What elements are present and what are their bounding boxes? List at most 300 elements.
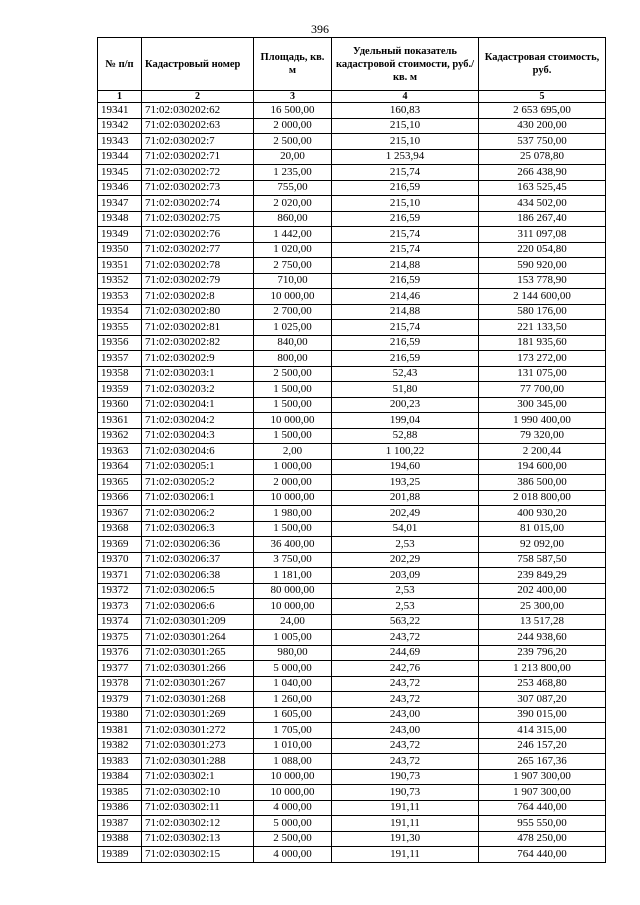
specific-indicator-cell: 190,73 bbox=[332, 785, 479, 801]
cadastral-number-cell: 71:02:030301:288 bbox=[142, 754, 254, 770]
cadastral-value-cell: 81 015,00 bbox=[479, 521, 606, 537]
area-cell: 16 500,00 bbox=[254, 103, 332, 119]
cadastral-value-cell: 2 144 600,00 bbox=[479, 289, 606, 305]
cadastral-value-cell: 1 907 300,00 bbox=[479, 769, 606, 785]
table-row bbox=[98, 304, 606, 320]
row-number-cell: 19389 bbox=[98, 847, 142, 863]
row-number-cell: 19370 bbox=[98, 552, 142, 568]
area-cell: 1 500,00 bbox=[254, 382, 332, 398]
row-number-cell: 19347 bbox=[98, 196, 142, 212]
cadastral-number-cell: 71:02:030302:12 bbox=[142, 816, 254, 832]
cadastral-value-cell: 2 200,44 bbox=[479, 444, 606, 460]
row-number-cell: 19388 bbox=[98, 831, 142, 847]
specific-indicator-cell: 243,72 bbox=[332, 738, 479, 754]
cadastral-value-cell: 266 438,90 bbox=[479, 165, 606, 181]
cadastral-value-cell: 244 938,60 bbox=[479, 630, 606, 646]
table-row bbox=[98, 800, 606, 816]
specific-indicator-cell: 1 253,94 bbox=[332, 149, 479, 165]
row-number-cell: 19371 bbox=[98, 568, 142, 584]
area-cell: 2 700,00 bbox=[254, 304, 332, 320]
row-number-cell: 19376 bbox=[98, 645, 142, 661]
cadastral-number-cell: 71:02:030202:8 bbox=[142, 289, 254, 305]
area-cell: 2 500,00 bbox=[254, 366, 332, 382]
cadastral-value-cell: 478 250,00 bbox=[479, 831, 606, 847]
area-cell: 80 000,00 bbox=[254, 583, 332, 599]
cadastral-number-cell: 71:02:030301:266 bbox=[142, 661, 254, 677]
cadastral-value-cell: 580 176,00 bbox=[479, 304, 606, 320]
table-row bbox=[98, 320, 606, 336]
cadastral-number-cell: 71:02:030202:81 bbox=[142, 320, 254, 336]
area-cell: 10 000,00 bbox=[254, 769, 332, 785]
table-row bbox=[98, 831, 606, 847]
cadastral-value-cell: 430 200,00 bbox=[479, 118, 606, 134]
header-cadastral-value: Кадастровая стоимость, руб. bbox=[479, 38, 606, 91]
table-row bbox=[98, 351, 606, 367]
specific-indicator-cell: 2,53 bbox=[332, 537, 479, 553]
cadastral-value-cell: 153 778,90 bbox=[479, 273, 606, 289]
cadastral-number-cell: 71:02:030301:272 bbox=[142, 723, 254, 739]
cadastral-number-cell: 71:02:030206:36 bbox=[142, 537, 254, 553]
area-cell: 10 000,00 bbox=[254, 785, 332, 801]
specific-indicator-cell: 203,09 bbox=[332, 568, 479, 584]
table-row bbox=[98, 227, 606, 243]
specific-indicator-cell: 242,76 bbox=[332, 661, 479, 677]
cadastral-value-cell: 239 849,29 bbox=[479, 568, 606, 584]
table-row bbox=[98, 614, 606, 630]
table-row bbox=[98, 506, 606, 522]
row-number-cell: 19355 bbox=[98, 320, 142, 336]
row-number-cell: 19364 bbox=[98, 459, 142, 475]
column-index: 2 bbox=[142, 91, 254, 103]
cadastral-number-cell: 71:02:030202:75 bbox=[142, 211, 254, 227]
table-body bbox=[98, 103, 606, 863]
area-cell: 1 260,00 bbox=[254, 692, 332, 708]
area-cell: 2 000,00 bbox=[254, 475, 332, 491]
area-cell: 2 020,00 bbox=[254, 196, 332, 212]
specific-indicator-cell: 216,59 bbox=[332, 351, 479, 367]
table-row bbox=[98, 134, 606, 150]
specific-indicator-cell: 243,00 bbox=[332, 723, 479, 739]
cadastral-value-cell: 758 587,50 bbox=[479, 552, 606, 568]
cadastral-number-cell: 71:02:030302:15 bbox=[142, 847, 254, 863]
cadastral-value-table bbox=[97, 37, 606, 863]
row-number-cell: 19348 bbox=[98, 211, 142, 227]
row-number-cell: 19381 bbox=[98, 723, 142, 739]
specific-indicator-cell: 201,88 bbox=[332, 490, 479, 506]
cadastral-value-cell: 1 907 300,00 bbox=[479, 785, 606, 801]
cadastral-number-cell: 71:02:030203:1 bbox=[142, 366, 254, 382]
row-number-cell: 19367 bbox=[98, 506, 142, 522]
cadastral-number-cell: 71:02:030206:37 bbox=[142, 552, 254, 568]
page-number: 396 bbox=[311, 22, 329, 36]
row-number-cell: 19382 bbox=[98, 738, 142, 754]
cadastral-number-cell: 71:02:030202:73 bbox=[142, 180, 254, 196]
cadastral-value-cell: 2 018 800,00 bbox=[479, 490, 606, 506]
area-cell: 1 605,00 bbox=[254, 707, 332, 723]
area-cell: 1 025,00 bbox=[254, 320, 332, 336]
row-number-cell: 19354 bbox=[98, 304, 142, 320]
cadastral-value-cell: 25 078,80 bbox=[479, 149, 606, 165]
header-specific-indicator: Удельный показатель кадастровой стоимости, руб./кв. м bbox=[332, 38, 479, 91]
area-cell: 10 000,00 bbox=[254, 490, 332, 506]
specific-indicator-cell: 215,10 bbox=[332, 118, 479, 134]
specific-indicator-cell: 193,25 bbox=[332, 475, 479, 491]
table-row bbox=[98, 118, 606, 134]
specific-indicator-cell: 214,88 bbox=[332, 304, 479, 320]
area-cell: 980,00 bbox=[254, 645, 332, 661]
cadastral-value-cell: 13 517,28 bbox=[479, 614, 606, 630]
area-cell: 1 500,00 bbox=[254, 521, 332, 537]
specific-indicator-cell: 243,72 bbox=[332, 630, 479, 646]
cadastral-value-cell: 194 600,00 bbox=[479, 459, 606, 475]
cadastral-number-cell: 71:02:030301:264 bbox=[142, 630, 254, 646]
table-row bbox=[98, 103, 606, 119]
table-row bbox=[98, 537, 606, 553]
specific-indicator-cell: 194,60 bbox=[332, 459, 479, 475]
row-number-cell: 19369 bbox=[98, 537, 142, 553]
cadastral-value-cell: 202 400,00 bbox=[479, 583, 606, 599]
table-row bbox=[98, 242, 606, 258]
cadastral-number-cell: 71:02:030302:11 bbox=[142, 800, 254, 816]
table-row bbox=[98, 165, 606, 181]
table-row bbox=[98, 211, 606, 227]
cadastral-number-cell: 71:02:030205:2 bbox=[142, 475, 254, 491]
table-row bbox=[98, 149, 606, 165]
header-row bbox=[98, 38, 606, 91]
table-row bbox=[98, 568, 606, 584]
area-cell: 2,00 bbox=[254, 444, 332, 460]
area-cell: 10 000,00 bbox=[254, 289, 332, 305]
area-cell: 3 750,00 bbox=[254, 552, 332, 568]
cadastral-value-cell: 764 440,00 bbox=[479, 800, 606, 816]
area-cell: 4 000,00 bbox=[254, 800, 332, 816]
cadastral-number-cell: 71:02:030202:72 bbox=[142, 165, 254, 181]
area-cell: 755,00 bbox=[254, 180, 332, 196]
cadastral-value-cell: 163 525,45 bbox=[479, 180, 606, 196]
area-cell: 1 000,00 bbox=[254, 459, 332, 475]
specific-indicator-cell: 52,43 bbox=[332, 366, 479, 382]
row-number-cell: 19379 bbox=[98, 692, 142, 708]
row-number-cell: 19380 bbox=[98, 707, 142, 723]
specific-indicator-cell: 1 100,22 bbox=[332, 444, 479, 460]
column-index: 4 bbox=[332, 91, 479, 103]
row-number-cell: 19372 bbox=[98, 583, 142, 599]
area-cell: 1 500,00 bbox=[254, 428, 332, 444]
specific-indicator-cell: 243,72 bbox=[332, 676, 479, 692]
table-row bbox=[98, 273, 606, 289]
row-number-cell: 19344 bbox=[98, 149, 142, 165]
table-row bbox=[98, 754, 606, 770]
cadastral-value-cell: 1 990 400,00 bbox=[479, 413, 606, 429]
cadastral-value-cell: 434 502,00 bbox=[479, 196, 606, 212]
table-row bbox=[98, 366, 606, 382]
cadastral-number-cell: 71:02:030301:273 bbox=[142, 738, 254, 754]
area-cell: 5 000,00 bbox=[254, 661, 332, 677]
cadastral-value-cell: 955 550,00 bbox=[479, 816, 606, 832]
specific-indicator-cell: 215,10 bbox=[332, 134, 479, 150]
header-area: Площадь, кв. м bbox=[254, 38, 332, 91]
cadastral-number-cell: 71:02:030206:1 bbox=[142, 490, 254, 506]
cadastral-number-cell: 71:02:030204:3 bbox=[142, 428, 254, 444]
specific-indicator-cell: 191,30 bbox=[332, 831, 479, 847]
cadastral-value-cell: 173 272,00 bbox=[479, 351, 606, 367]
cadastral-value-cell: 25 300,00 bbox=[479, 599, 606, 615]
cadastral-number-cell: 71:02:030301:267 bbox=[142, 676, 254, 692]
cadastral-value-cell: 92 092,00 bbox=[479, 537, 606, 553]
cadastral-value-cell: 414 315,00 bbox=[479, 723, 606, 739]
specific-indicator-cell: 215,10 bbox=[332, 196, 479, 212]
specific-indicator-cell: 215,74 bbox=[332, 320, 479, 336]
cadastral-value-cell: 400 930,20 bbox=[479, 506, 606, 522]
area-cell: 1 442,00 bbox=[254, 227, 332, 243]
area-cell: 36 400,00 bbox=[254, 537, 332, 553]
cadastral-number-cell: 71:02:030202:82 bbox=[142, 335, 254, 351]
specific-indicator-cell: 200,23 bbox=[332, 397, 479, 413]
cadastral-number-cell: 71:02:030206:38 bbox=[142, 568, 254, 584]
cadastral-number-cell: 71:02:030205:1 bbox=[142, 459, 254, 475]
table-row bbox=[98, 676, 606, 692]
area-cell: 5 000,00 bbox=[254, 816, 332, 832]
cadastral-number-cell: 71:02:030204:6 bbox=[142, 444, 254, 460]
cadastral-value-cell: 537 750,00 bbox=[479, 134, 606, 150]
cadastral-value-cell: 2 653 695,00 bbox=[479, 103, 606, 119]
specific-indicator-cell: 216,59 bbox=[332, 180, 479, 196]
cadastral-number-cell: 71:02:030202:74 bbox=[142, 196, 254, 212]
cadastral-value-cell: 221 133,50 bbox=[479, 320, 606, 336]
row-number-cell: 19343 bbox=[98, 134, 142, 150]
specific-indicator-cell: 51,80 bbox=[332, 382, 479, 398]
cadastral-value-cell: 764 440,00 bbox=[479, 847, 606, 863]
specific-indicator-cell: 243,72 bbox=[332, 754, 479, 770]
cadastral-number-cell: 71:02:030202:9 bbox=[142, 351, 254, 367]
area-cell: 1 040,00 bbox=[254, 676, 332, 692]
cadastral-value-cell: 246 157,20 bbox=[479, 738, 606, 754]
row-number-cell: 19353 bbox=[98, 289, 142, 305]
table-row bbox=[98, 444, 606, 460]
cadastral-number-cell: 71:02:030301:269 bbox=[142, 707, 254, 723]
header-cadastral-number: Кадастровый номер bbox=[142, 38, 254, 91]
row-number-cell: 19342 bbox=[98, 118, 142, 134]
area-cell: 2 500,00 bbox=[254, 134, 332, 150]
row-number-cell: 19365 bbox=[98, 475, 142, 491]
cadastral-number-cell: 71:02:030204:1 bbox=[142, 397, 254, 413]
table-row bbox=[98, 661, 606, 677]
row-number-cell: 19349 bbox=[98, 227, 142, 243]
row-number-cell: 19352 bbox=[98, 273, 142, 289]
cadastral-value-cell: 253 468,80 bbox=[479, 676, 606, 692]
cadastral-number-cell: 71:02:030302:13 bbox=[142, 831, 254, 847]
cadastral-number-cell: 71:02:030202:71 bbox=[142, 149, 254, 165]
table-row bbox=[98, 382, 606, 398]
row-number-cell: 19377 bbox=[98, 661, 142, 677]
table-row bbox=[98, 397, 606, 413]
area-cell: 20,00 bbox=[254, 149, 332, 165]
specific-indicator-cell: 54,01 bbox=[332, 521, 479, 537]
cadastral-value-cell: 181 935,60 bbox=[479, 335, 606, 351]
cadastral-value-cell: 1 213 800,00 bbox=[479, 661, 606, 677]
specific-indicator-cell: 191,11 bbox=[332, 816, 479, 832]
specific-indicator-cell: 202,49 bbox=[332, 506, 479, 522]
area-cell: 1 705,00 bbox=[254, 723, 332, 739]
specific-indicator-cell: 191,11 bbox=[332, 847, 479, 863]
area-cell: 840,00 bbox=[254, 335, 332, 351]
table-row bbox=[98, 816, 606, 832]
cadastral-number-cell: 71:02:030301:209 bbox=[142, 614, 254, 630]
cadastral-value-cell: 186 267,40 bbox=[479, 211, 606, 227]
header-num: № п/п bbox=[98, 38, 142, 91]
cadastral-value-cell: 390 015,00 bbox=[479, 707, 606, 723]
table-row bbox=[98, 413, 606, 429]
specific-indicator-cell: 244,69 bbox=[332, 645, 479, 661]
area-cell: 1 088,00 bbox=[254, 754, 332, 770]
cadastral-number-cell: 71:02:030202:63 bbox=[142, 118, 254, 134]
cadastral-value-cell: 300 345,00 bbox=[479, 397, 606, 413]
specific-indicator-cell: 215,74 bbox=[332, 227, 479, 243]
table-row bbox=[98, 289, 606, 305]
row-number-cell: 19375 bbox=[98, 630, 142, 646]
specific-indicator-cell: 2,53 bbox=[332, 599, 479, 615]
cadastral-number-cell: 71:02:030206:2 bbox=[142, 506, 254, 522]
specific-indicator-cell: 215,74 bbox=[332, 242, 479, 258]
specific-indicator-cell: 160,83 bbox=[332, 103, 479, 119]
cadastral-number-cell: 71:02:030302:1 bbox=[142, 769, 254, 785]
cadastral-value-cell: 131 075,00 bbox=[479, 366, 606, 382]
table-row bbox=[98, 475, 606, 491]
area-cell: 1 005,00 bbox=[254, 630, 332, 646]
row-number-cell: 19386 bbox=[98, 800, 142, 816]
cadastral-number-cell: 71:02:030301:265 bbox=[142, 645, 254, 661]
cadastral-number-cell: 71:02:030202:77 bbox=[142, 242, 254, 258]
specific-indicator-cell: 214,88 bbox=[332, 258, 479, 274]
table-row bbox=[98, 552, 606, 568]
cadastral-value-cell: 386 500,00 bbox=[479, 475, 606, 491]
row-number-cell: 19361 bbox=[98, 413, 142, 429]
row-number-cell: 19383 bbox=[98, 754, 142, 770]
column-index-row bbox=[98, 91, 606, 103]
cadastral-number-cell: 71:02:030202:62 bbox=[142, 103, 254, 119]
area-cell: 2 000,00 bbox=[254, 118, 332, 134]
area-cell: 10 000,00 bbox=[254, 599, 332, 615]
area-cell: 2 750,00 bbox=[254, 258, 332, 274]
area-cell: 24,00 bbox=[254, 614, 332, 630]
table-row bbox=[98, 707, 606, 723]
cadastral-value-cell: 239 796,20 bbox=[479, 645, 606, 661]
cadastral-value-cell: 311 097,08 bbox=[479, 227, 606, 243]
table-row bbox=[98, 583, 606, 599]
row-number-cell: 19378 bbox=[98, 676, 142, 692]
table-row bbox=[98, 258, 606, 274]
table-row bbox=[98, 738, 606, 754]
column-index: 3 bbox=[254, 91, 332, 103]
cadastral-number-cell: 71:02:030302:10 bbox=[142, 785, 254, 801]
specific-indicator-cell: 243,00 bbox=[332, 707, 479, 723]
cadastral-number-cell: 71:02:030202:79 bbox=[142, 273, 254, 289]
cadastral-number-cell: 71:02:030202:80 bbox=[142, 304, 254, 320]
table-row bbox=[98, 847, 606, 863]
row-number-cell: 19358 bbox=[98, 366, 142, 382]
cadastral-number-cell: 71:02:030202:7 bbox=[142, 134, 254, 150]
specific-indicator-cell: 52,88 bbox=[332, 428, 479, 444]
cadastral-value-cell: 590 920,00 bbox=[479, 258, 606, 274]
row-number-cell: 19359 bbox=[98, 382, 142, 398]
cadastral-number-cell: 71:02:030206:3 bbox=[142, 521, 254, 537]
area-cell: 4 000,00 bbox=[254, 847, 332, 863]
table-row bbox=[98, 692, 606, 708]
cadastral-value-cell: 77 700,00 bbox=[479, 382, 606, 398]
cadastral-value-cell: 307 087,20 bbox=[479, 692, 606, 708]
area-cell: 1 500,00 bbox=[254, 397, 332, 413]
area-cell: 2 500,00 bbox=[254, 831, 332, 847]
cadastral-number-cell: 71:02:030301:268 bbox=[142, 692, 254, 708]
cadastral-number-cell: 71:02:030203:2 bbox=[142, 382, 254, 398]
cadastral-number-cell: 71:02:030204:2 bbox=[142, 413, 254, 429]
specific-indicator-cell: 214,46 bbox=[332, 289, 479, 305]
specific-indicator-cell: 202,29 bbox=[332, 552, 479, 568]
row-number-cell: 19384 bbox=[98, 769, 142, 785]
table-row bbox=[98, 723, 606, 739]
area-cell: 10 000,00 bbox=[254, 413, 332, 429]
row-number-cell: 19366 bbox=[98, 490, 142, 506]
table-row bbox=[98, 180, 606, 196]
row-number-cell: 19363 bbox=[98, 444, 142, 460]
row-number-cell: 19346 bbox=[98, 180, 142, 196]
cadastral-value-cell: 220 054,80 bbox=[479, 242, 606, 258]
row-number-cell: 19356 bbox=[98, 335, 142, 351]
specific-indicator-cell: 216,59 bbox=[332, 335, 479, 351]
specific-indicator-cell: 215,74 bbox=[332, 165, 479, 181]
table-row bbox=[98, 459, 606, 475]
area-cell: 1 181,00 bbox=[254, 568, 332, 584]
specific-indicator-cell: 190,73 bbox=[332, 769, 479, 785]
row-number-cell: 19373 bbox=[98, 599, 142, 615]
specific-indicator-cell: 216,59 bbox=[332, 211, 479, 227]
specific-indicator-cell: 243,72 bbox=[332, 692, 479, 708]
table-row bbox=[98, 335, 606, 351]
column-index: 1 bbox=[98, 91, 142, 103]
row-number-cell: 19387 bbox=[98, 816, 142, 832]
area-cell: 800,00 bbox=[254, 351, 332, 367]
row-number-cell: 19385 bbox=[98, 785, 142, 801]
row-number-cell: 19368 bbox=[98, 521, 142, 537]
cadastral-number-cell: 71:02:030206:5 bbox=[142, 583, 254, 599]
area-cell: 1 020,00 bbox=[254, 242, 332, 258]
row-number-cell: 19357 bbox=[98, 351, 142, 367]
table-row bbox=[98, 196, 606, 212]
row-number-cell: 19341 bbox=[98, 103, 142, 119]
column-index: 5 bbox=[479, 91, 606, 103]
cadastral-value-cell: 265 167,36 bbox=[479, 754, 606, 770]
area-cell: 1 235,00 bbox=[254, 165, 332, 181]
table-row bbox=[98, 490, 606, 506]
row-number-cell: 19345 bbox=[98, 165, 142, 181]
table-row bbox=[98, 599, 606, 615]
cadastral-number-cell: 71:02:030202:78 bbox=[142, 258, 254, 274]
row-number-cell: 19350 bbox=[98, 242, 142, 258]
table-row bbox=[98, 521, 606, 537]
specific-indicator-cell: 216,59 bbox=[332, 273, 479, 289]
cadastral-value-cell: 79 320,00 bbox=[479, 428, 606, 444]
row-number-cell: 19374 bbox=[98, 614, 142, 630]
specific-indicator-cell: 199,04 bbox=[332, 413, 479, 429]
table-row bbox=[98, 785, 606, 801]
cadastral-number-cell: 71:02:030202:76 bbox=[142, 227, 254, 243]
table-row bbox=[98, 428, 606, 444]
area-cell: 860,00 bbox=[254, 211, 332, 227]
area-cell: 1 010,00 bbox=[254, 738, 332, 754]
table-row bbox=[98, 645, 606, 661]
area-cell: 1 980,00 bbox=[254, 506, 332, 522]
table-row bbox=[98, 630, 606, 646]
